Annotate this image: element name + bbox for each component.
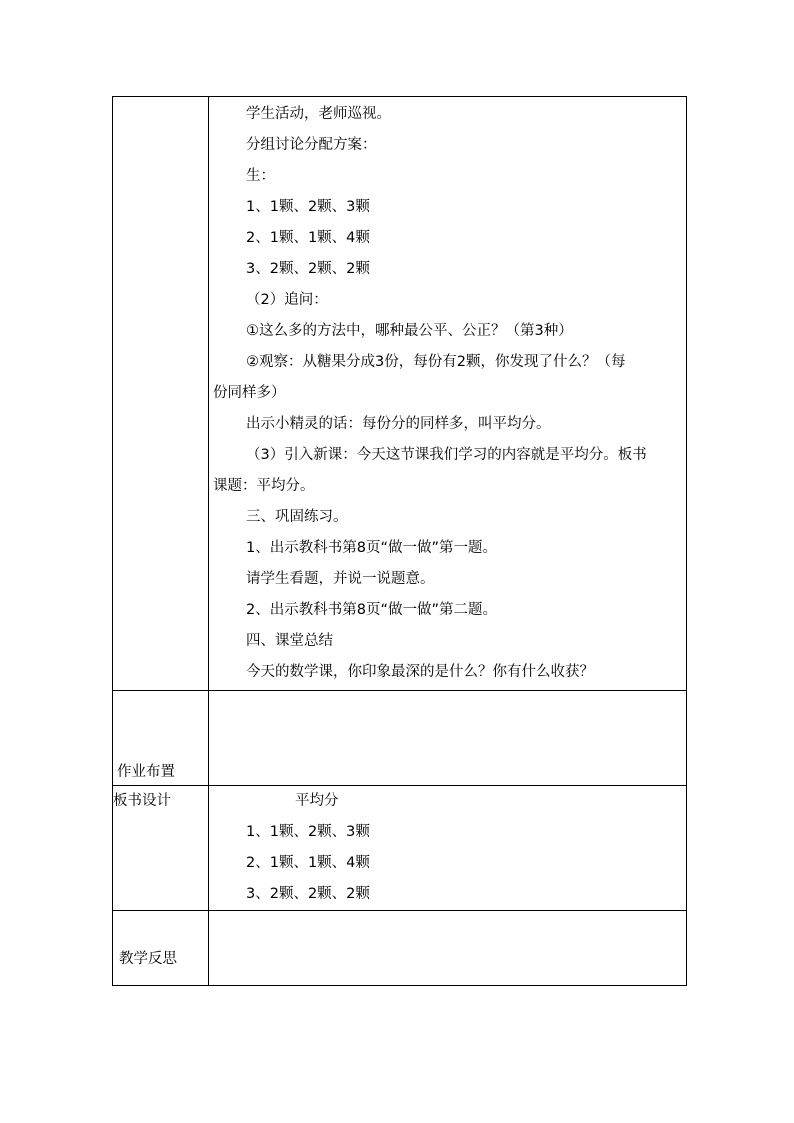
process-line: ①这么多的方法中，哪种最公平、公正？（第3种）	[246, 323, 573, 339]
process-line: 2、1颗、1颗、4颗	[246, 230, 370, 246]
process-label-cell	[113, 97, 209, 691]
process-line: 四、课堂总结	[246, 633, 333, 649]
process-line: 份同样多）	[213, 385, 286, 401]
reflection-content-cell	[209, 911, 687, 986]
reflection-row	[113, 911, 687, 986]
board-title: 平均分	[295, 793, 339, 809]
reflection-label-cell	[113, 911, 209, 986]
process-content-cell	[209, 97, 687, 691]
process-line: （2）追问：	[246, 292, 328, 308]
process-line: 2、出示教科书第8页“做一做”第二题。	[246, 602, 497, 618]
process-line: 生：	[246, 168, 275, 184]
process-line: 分组讨论分配方案：	[246, 137, 377, 153]
board-label-cell	[113, 786, 209, 911]
process-line: （3）引入新课：今天这节课我们学习的内容就是平均分。板书	[246, 447, 647, 463]
process-line: 课题：平均分。	[213, 478, 315, 494]
process-line: 今天的数学课，你印象最深的是什么？你有什么收获？	[246, 664, 594, 680]
reflection-label: 教学反思	[119, 951, 177, 967]
homework-content-cell	[209, 691, 687, 786]
board-row	[113, 786, 687, 911]
process-line: 1、出示教科书第8页“做一做”第一题。	[246, 540, 497, 556]
process-line: 1、1颗、2颗、3颗	[246, 199, 370, 215]
process-line: 出示小精灵的话：每份分的同样多，叫平均分。	[246, 416, 551, 432]
homework-label-cell	[113, 691, 209, 786]
board-line: 3、2颗、2颗、2颗	[246, 886, 370, 902]
board-label: 板书设计	[113, 793, 171, 809]
lesson-plan-table	[112, 96, 687, 986]
board-content-cell	[209, 786, 687, 911]
board-line: 1、1颗、2颗、3颗	[246, 824, 370, 840]
homework-row	[113, 691, 687, 786]
process-row	[113, 97, 687, 691]
board-line: 2、1颗、1颗、4颗	[246, 855, 370, 871]
process-line: 学生活动，老师巡视。	[246, 106, 391, 122]
process-line: 3、2颗、2颗、2颗	[246, 261, 370, 277]
process-line: ②观察：从糖果分成3份，每份有2颗，你发现了什么？（每	[246, 354, 626, 370]
homework-label: 作业布置	[117, 764, 175, 780]
process-line: 请学生看题，并说一说题意。	[246, 571, 435, 587]
process-line: 三、巩固练习。	[246, 509, 348, 525]
